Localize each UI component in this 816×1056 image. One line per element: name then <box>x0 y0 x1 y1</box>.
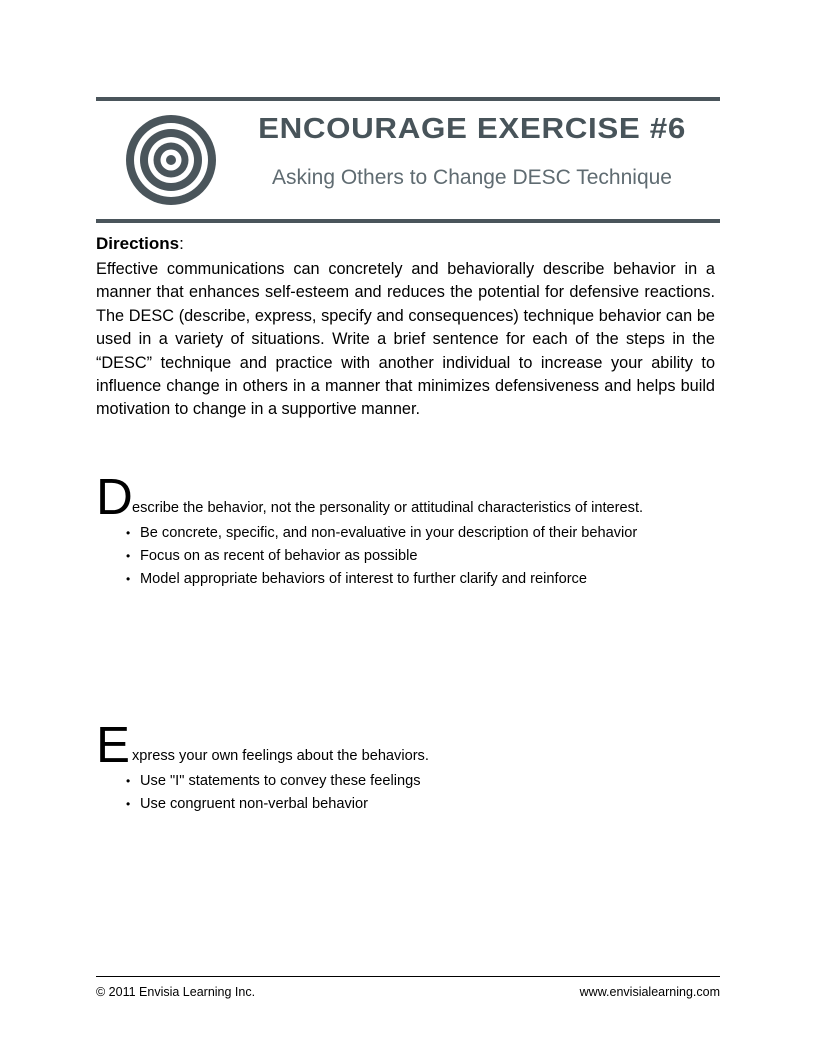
bullet-icon: • <box>126 572 131 586</box>
step-heading <box>96 468 726 525</box>
list-item-text: Be concrete, specific, and non-evaluative in your description of their behavior <box>140 525 638 541</box>
list-item <box>96 545 726 568</box>
bullet-list <box>96 522 726 591</box>
bullet-icon: • <box>126 549 131 563</box>
footer-copyright: © 2011 Envisia Learning Inc. <box>96 985 256 999</box>
footer-website-link[interactable]: www.envisialearning.com <box>579 985 720 999</box>
list-item <box>96 522 726 545</box>
target-icon <box>125 114 217 206</box>
list-item <box>96 568 726 591</box>
directions-colon: : <box>179 234 184 253</box>
bullet-icon: • <box>126 774 131 788</box>
drop-cap-letter: E <box>96 716 131 773</box>
list-item-text: Use congruent non-verbal behavior <box>140 796 368 812</box>
list-item-text: Focus on as recent of behavior as possible <box>140 548 418 564</box>
step-heading-text: xpress your own feelings about the behaviors. <box>132 748 429 764</box>
directions-body: Effective communications can concretely and behaviorally describe behavior in a manner that enhances self-esteem and reduces the potential for defensive reactions. The DESC (describe, express, specify and consequences) technique behavior can be used in a variety of situations. Write a brief sentence for each of the steps in the “DESC” technique and practice with another individual to increase your ability to influence change in others in a manner that minimizes defensiveness and helps build motivation to change in a supportive manner. <box>96 260 715 419</box>
step-express <box>96 716 726 816</box>
list-item-text: Use "I" statements to convey these feelings <box>140 773 421 789</box>
bullet-icon: • <box>126 797 131 811</box>
list-item <box>96 793 726 816</box>
step-heading <box>96 716 726 773</box>
bullet-icon: • <box>126 526 131 540</box>
bullet-list <box>96 770 726 816</box>
step-describe <box>96 468 726 591</box>
directions-heading <box>96 233 184 255</box>
drop-cap-letter: D <box>96 468 133 525</box>
header-bottom-rule <box>96 219 720 223</box>
step-heading-text: escribe the behavior, not the personality or attitudinal characteristics of interest. <box>132 500 644 516</box>
footer-rule <box>96 976 720 977</box>
header-top-rule <box>96 97 720 101</box>
page-subtitle: Asking Others to Change DESC Technique <box>271 166 672 189</box>
list-item <box>96 770 726 793</box>
directions-label: Directions <box>96 234 180 253</box>
list-item-text: Model appropriate behaviors of interest to further clarify and reinforce <box>140 571 587 587</box>
page-title: ENCOURAGE EXERCISE #6 <box>258 113 686 145</box>
